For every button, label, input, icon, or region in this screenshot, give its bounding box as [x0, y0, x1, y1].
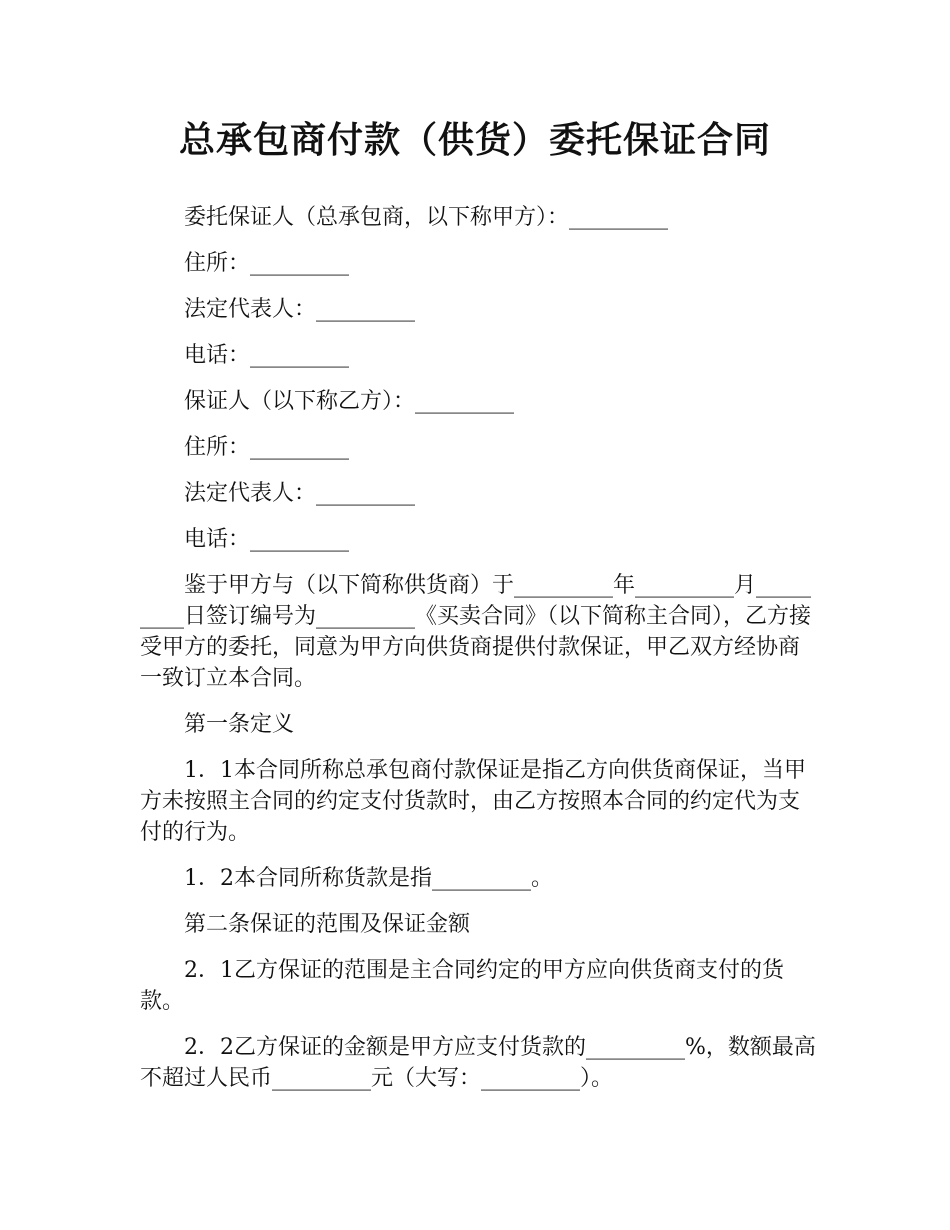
principal-legal-rep-line: 法定代表人：_________ — [184, 297, 416, 322]
principal-phone-line: 电话：_________ — [184, 343, 350, 368]
guarantor-phone-line: 电话：_________ — [184, 527, 350, 552]
clause-2-2: 2．2乙方保证的金额是甲方应支付货款的_________%，数额最高不超过人民币_________元（大写：_________）。 — [140, 1035, 816, 1091]
clause-2-1: 2．1乙方保证的范围是主合同约定的甲方应向供货商支付的货款。 — [140, 958, 784, 1014]
guarantor-legal-rep-line: 法定代表人：_________ — [184, 481, 416, 506]
guarantor-party-line: 保证人（以下称乙方）：_________ — [184, 389, 515, 414]
principal-address-line: 住所：_________ — [184, 251, 350, 276]
guarantor-address-line: 住所：_________ — [184, 435, 350, 460]
article-1-heading: 第一条定义 — [184, 712, 295, 737]
document-title: 总承包商付款（供货）委托保证合同 — [178, 120, 771, 161]
article-2-heading: 第二条保证的范围及保证金额 — [184, 912, 471, 937]
clause-1-2: 1．2本合同所称货款是指_________。 — [184, 866, 553, 891]
principal-party-line: 委托保证人（总承包商，以下称甲方）：_________ — [184, 205, 669, 230]
document-body — [140, 202, 820, 1109]
recital-paragraph: 鉴于甲方与（以下简称供货商）于_________年_________月_________日签订编号为_________《买卖合同》（以下简称主合同），乙方接受甲方的委托，同意为甲方向供货商提供付款保证，甲乙双方经协商一致订立本合同。 — [140, 573, 812, 691]
clause-1-1: 1．1本合同所称总承包商付款保证是指乙方向供货商保证，当甲方未按照主合同的约定支付货款时，由乙方按照本合同的约定代为支付的行为。 — [140, 758, 806, 845]
